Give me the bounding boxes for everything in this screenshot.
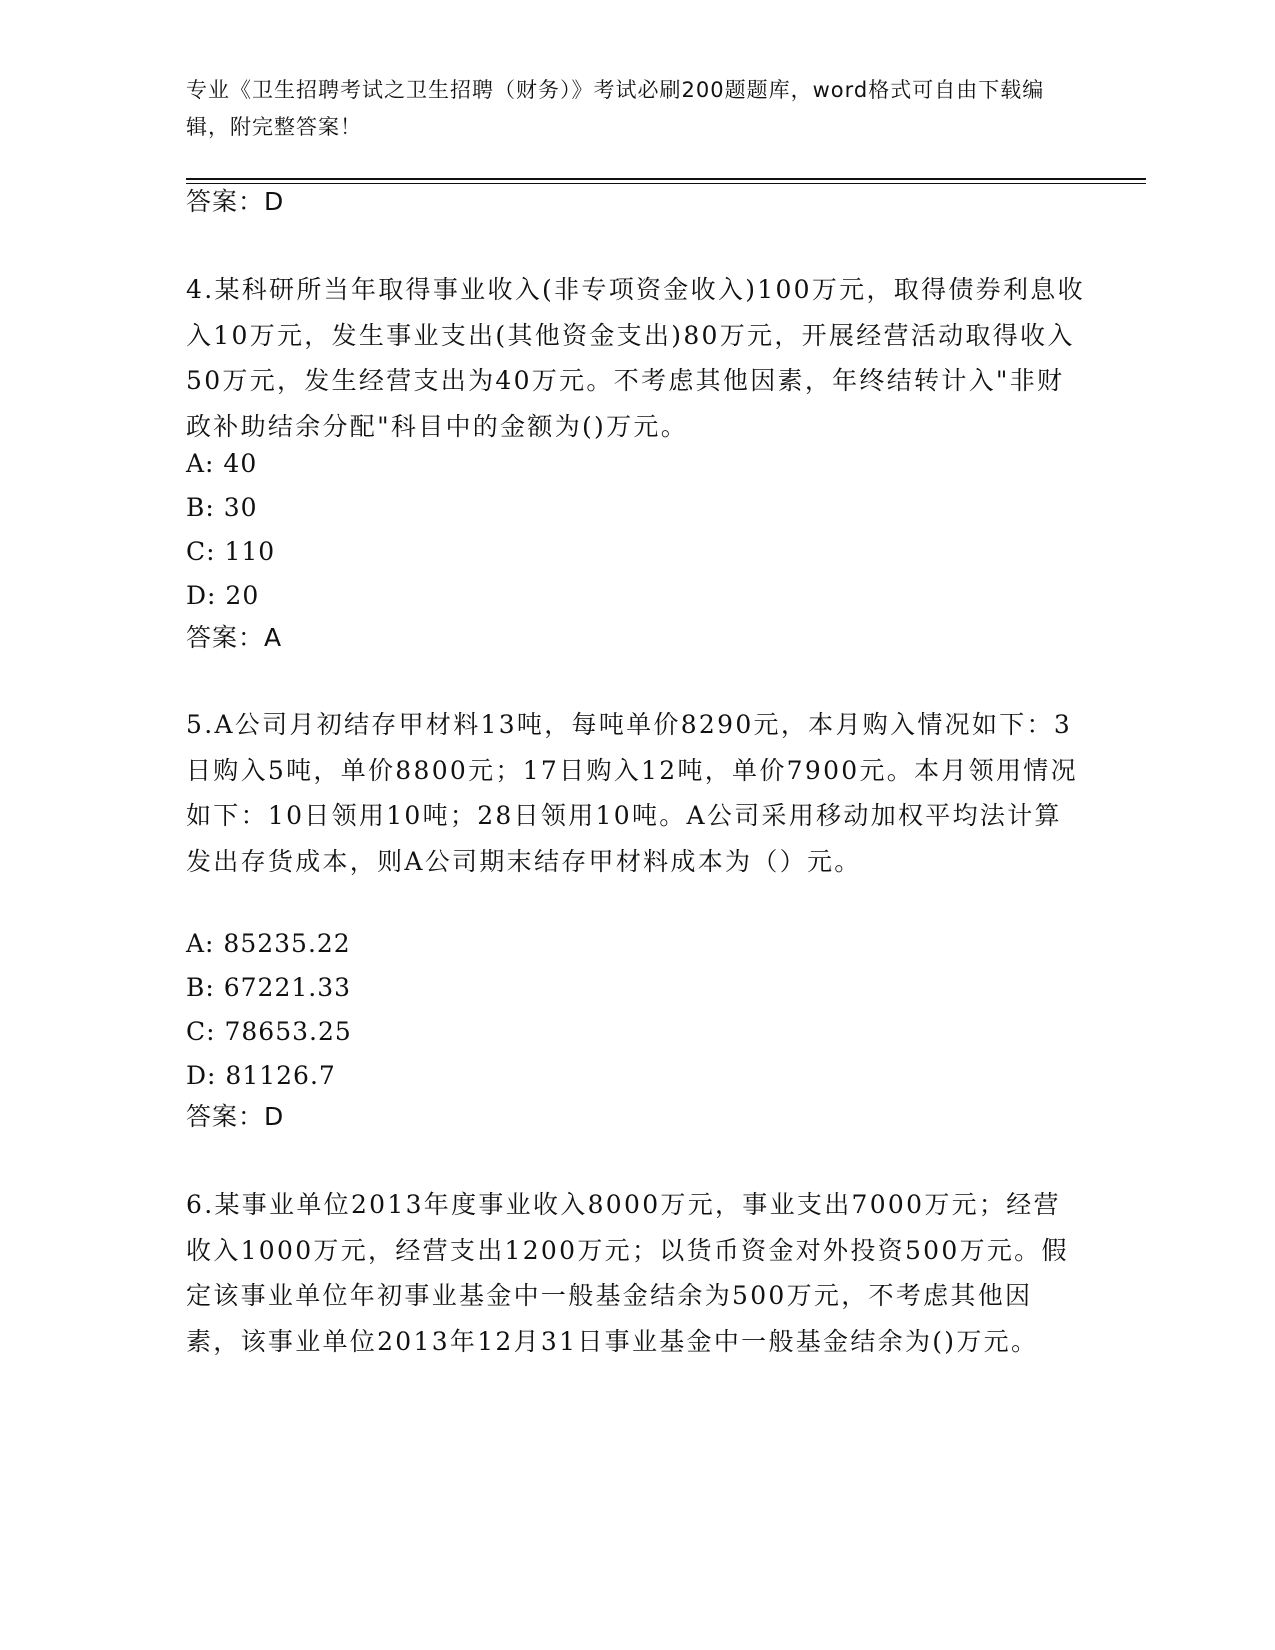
header-rule-thick [186, 178, 1146, 180]
question-4-text: 4.某科研所当年取得事业收入(非专项资金收入)100万元，取得债券利息收入10万元，发生事业支出(其他资金支出)80万元，开展经营活动取得收入50万元，发生经营支出为40万元。不考虑其他因素，年终结转计入"非财政补助结余分配"科目中的金额为()万元。 [186, 275, 1085, 441]
question-5-option-a: A: 85235.22 [186, 929, 351, 958]
question-5-option-c: C: 78653.25 [186, 1017, 352, 1046]
question-6-text: 6.某事业单位2013年度事业收入8000万元，事业支出7000万元；经营收入1000万元，经营支出1200万元；以货币资金对外投资500万元。假定该事业单位年初事业基金中一般基金结余为500万元，不考虑其他因素，该事业单位2013年12月31日事业基金中一般基金结余为()万元。 [186, 1190, 1069, 1356]
question-4-option-c: C: 110 [186, 537, 276, 566]
question-5-option-b: B: 67221.33 [186, 973, 352, 1002]
question-4-option-b: B: 30 [186, 493, 258, 522]
question-4-answer: 答案：A [186, 623, 283, 652]
question-5-text: 5.A公司月初结存甲材料13吨，每吨单价8290元，本月购入情况如下：3日购入5吨，单价8800元；17日购入12吨，单价7900元。本月领用情况如下：10日领用10吨；28日领用10吨。A公司采用移动加权平均法计算发出存货成本，则A公司期末结存甲材料成本为（）元。 [186, 710, 1078, 876]
question-5-option-d: D: 81126.7 [186, 1061, 336, 1090]
question-5-answer: 答案：D [186, 1102, 285, 1131]
header-rule-thin [186, 183, 1146, 184]
question-4-option-a: A: 40 [186, 449, 258, 478]
previous-answer: 答案：D [186, 187, 285, 216]
page-header: 专业《卫生招聘考试之卫生招聘（财务）》考试必刷200题题库，word格式可自由下载编辑，附完整答案！ [186, 78, 1045, 139]
question-4-option-d: D: 20 [186, 581, 260, 610]
